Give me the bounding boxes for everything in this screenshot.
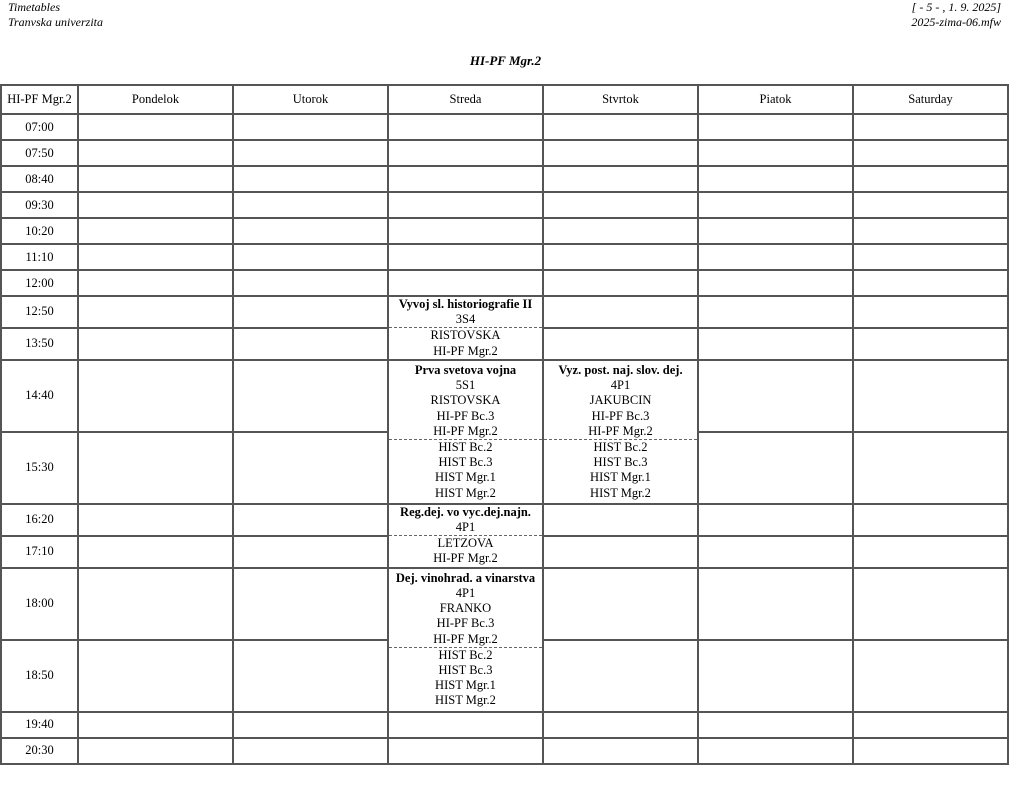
cell[interactable] [78, 270, 233, 296]
event-group: HI-PF Bc.3 [436, 408, 495, 423]
time-slot: 14:40 [1, 360, 78, 432]
cell[interactable] [698, 640, 853, 712]
table-row [1, 218, 1008, 244]
cell[interactable] [698, 536, 853, 568]
cell[interactable] [543, 712, 698, 738]
cell[interactable] [853, 328, 1008, 360]
cell[interactable] [233, 738, 388, 764]
table-row [1, 192, 1008, 218]
time-slot: 16:20 [1, 504, 78, 536]
cell[interactable] [233, 536, 388, 568]
event-group: HIST Mgr.1 [435, 470, 496, 485]
event-room: 4P1 [455, 585, 476, 600]
header-left [8, 0, 103, 30]
cell[interactable] [233, 270, 388, 296]
cell[interactable] [698, 166, 853, 192]
cell[interactable] [698, 192, 853, 218]
cell[interactable] [853, 504, 1008, 536]
time-slot: 13:50 [1, 328, 78, 360]
cell[interactable] [853, 568, 1008, 640]
cell[interactable] [388, 114, 543, 140]
cell[interactable] [543, 166, 698, 192]
table-row [1, 114, 1008, 140]
event-prva-svetova-vojna[interactable] [388, 360, 543, 504]
cell[interactable] [78, 218, 233, 244]
col-header-saturday: Saturday [853, 85, 1008, 114]
event-teacher: LETZOVA [389, 535, 542, 551]
cell[interactable] [853, 536, 1008, 568]
table-row [1, 270, 1008, 296]
cell[interactable] [853, 432, 1008, 504]
event-group: HI-PF Mgr.2 [433, 343, 498, 358]
cell[interactable] [543, 140, 698, 166]
event-teacher: RISTOVSKA [389, 327, 542, 343]
event-dej-vinohradnictva[interactable] [388, 568, 543, 712]
time-slot: 20:30 [1, 738, 78, 764]
event-teacher: JAKUBCIN [589, 393, 652, 408]
event-group: HI-PF Mgr.2 [433, 423, 498, 438]
cell[interactable] [388, 738, 543, 764]
event-teacher: FRANKO [439, 601, 492, 616]
cell[interactable] [543, 568, 698, 640]
event-group: HIST Bc.2 [389, 647, 542, 663]
cell[interactable] [698, 114, 853, 140]
event-title: Reg.dej. vo vyc.dej.najn. [400, 504, 531, 519]
time-slot: 12:50 [1, 296, 78, 328]
cell[interactable] [78, 192, 233, 218]
header-right [911, 0, 1001, 30]
time-slot: 11:10 [1, 244, 78, 270]
event-group: HIST Bc.2 [389, 439, 542, 455]
col-header-wednesday: Streda [388, 85, 543, 114]
event-reg-dej-vyc-dej[interactable] [388, 504, 543, 568]
event-group: HIST Mgr.2 [435, 485, 496, 500]
cell[interactable] [78, 504, 233, 536]
cell[interactable] [543, 536, 698, 568]
cell[interactable] [78, 360, 233, 432]
cell[interactable] [233, 218, 388, 244]
time-slot: 15:30 [1, 432, 78, 504]
event-vyvoj-historiografie[interactable] [388, 296, 543, 360]
cell[interactable] [853, 140, 1008, 166]
cell[interactable] [78, 328, 233, 360]
cell[interactable] [698, 218, 853, 244]
cell[interactable] [388, 166, 543, 192]
cell[interactable] [388, 192, 543, 218]
cell[interactable] [78, 738, 233, 764]
event-room: 4P1 [610, 378, 631, 393]
event-title: Vyvoj sl. historiografie II [398, 297, 533, 311]
event-group: HIST Bc.3 [438, 662, 493, 677]
cell[interactable] [853, 360, 1008, 432]
cell[interactable] [78, 568, 233, 640]
cell[interactable] [698, 244, 853, 270]
cell[interactable] [853, 114, 1008, 140]
cell[interactable] [233, 192, 388, 218]
cell[interactable] [78, 114, 233, 140]
cell[interactable] [543, 328, 698, 360]
table-row [1, 712, 1008, 738]
cell[interactable] [233, 360, 388, 432]
cell[interactable] [388, 218, 543, 244]
cell[interactable] [233, 166, 388, 192]
cell[interactable] [853, 640, 1008, 712]
event-group: HIST Mgr.1 [590, 470, 651, 485]
cell[interactable] [78, 640, 233, 712]
file-name: 2025-zima-06.mfw [911, 15, 1001, 29]
cell[interactable] [233, 640, 388, 712]
event-room: 4P1 [455, 520, 476, 535]
cell[interactable] [698, 432, 853, 504]
event-room: 3S4 [455, 312, 476, 327]
col-header-thursday: Stvrtok [543, 85, 698, 114]
cell[interactable] [698, 296, 853, 328]
event-group: HIST Mgr.1 [435, 678, 496, 693]
cell[interactable] [853, 218, 1008, 244]
cell[interactable] [388, 244, 543, 270]
cell[interactable] [233, 712, 388, 738]
cell[interactable] [233, 296, 388, 328]
event-group: HI-PF Mgr.2 [433, 551, 498, 566]
cell[interactable] [388, 140, 543, 166]
timetable [0, 84, 1009, 765]
time-slot: 19:40 [1, 712, 78, 738]
cell[interactable] [78, 296, 233, 328]
event-title: Vyz. post. naj. slov. dej. [558, 362, 683, 377]
cell[interactable] [698, 360, 853, 432]
cell[interactable] [233, 328, 388, 360]
institution-name: Tranvska univerzita [8, 15, 103, 29]
table-row [1, 244, 1008, 270]
event-group: HI-PF Mgr.2 [433, 631, 498, 646]
cell[interactable] [233, 504, 388, 536]
event-group: HIST Bc.3 [593, 455, 648, 470]
cell[interactable] [853, 270, 1008, 296]
time-slot: 10:20 [1, 218, 78, 244]
table-row [1, 360, 1008, 432]
event-teacher: RISTOVSKA [430, 393, 501, 408]
cell[interactable] [853, 166, 1008, 192]
cell[interactable] [853, 192, 1008, 218]
cell[interactable] [543, 244, 698, 270]
table-row [1, 738, 1008, 764]
event-group: HIST Bc.2 [544, 439, 697, 455]
table-row [1, 504, 1008, 536]
time-slot: 18:50 [1, 640, 78, 712]
header-row [1, 85, 1008, 114]
cell[interactable] [543, 114, 698, 140]
time-slot: 17:10 [1, 536, 78, 568]
event-room: 5S1 [455, 378, 476, 393]
cell[interactable] [698, 568, 853, 640]
time-slot: 08:40 [1, 166, 78, 192]
time-slot: 12:00 [1, 270, 78, 296]
cell[interactable] [78, 244, 233, 270]
cell[interactable] [233, 568, 388, 640]
time-slot: 09:30 [1, 192, 78, 218]
cell[interactable] [543, 218, 698, 244]
col-header-tuesday: Utorok [233, 85, 388, 114]
cell[interactable] [543, 640, 698, 712]
col-header-friday: Piatok [698, 85, 853, 114]
cell[interactable] [698, 712, 853, 738]
cell[interactable] [543, 738, 698, 764]
cell[interactable] [698, 738, 853, 764]
app-name: Timetables [8, 0, 61, 14]
cell[interactable] [698, 270, 853, 296]
cell[interactable] [233, 244, 388, 270]
cell[interactable] [698, 504, 853, 536]
event-group: HIST Mgr.2 [590, 485, 651, 500]
cell[interactable] [233, 432, 388, 504]
cell[interactable] [388, 270, 543, 296]
cell[interactable] [698, 140, 853, 166]
table-row [1, 296, 1008, 328]
event-group: HIST Mgr.2 [435, 693, 496, 708]
cell[interactable] [853, 738, 1008, 764]
timetable-title: HI-PF Mgr.2 [469, 53, 542, 68]
cell[interactable] [78, 536, 233, 568]
event-group: HI-PF Bc.3 [436, 616, 495, 631]
event-group: HI-PF Mgr.2 [588, 423, 653, 438]
event-group: HIST Bc.3 [438, 455, 493, 470]
date-range: [ - 5 - , 1. 9. 2025] [911, 0, 1001, 14]
time-slot: 07:00 [1, 114, 78, 140]
cell[interactable] [233, 114, 388, 140]
cell[interactable] [853, 244, 1008, 270]
time-slot: 07:50 [1, 140, 78, 166]
cell[interactable] [233, 140, 388, 166]
cell[interactable] [78, 166, 233, 192]
col-header-monday: Pondelok [78, 85, 233, 114]
cell[interactable] [853, 712, 1008, 738]
cell[interactable] [853, 296, 1008, 328]
cell[interactable] [78, 432, 233, 504]
cell[interactable] [698, 328, 853, 360]
cell[interactable] [543, 296, 698, 328]
cell[interactable] [543, 270, 698, 296]
time-slot: 18:00 [1, 568, 78, 640]
event-vyz-post-naj-slov-dej[interactable] [543, 360, 698, 504]
event-title: Dej. vinohrad. a vinarstva [395, 570, 536, 585]
cell[interactable] [78, 712, 233, 738]
event-title: Prva svetova vojna [414, 362, 517, 377]
cell[interactable] [78, 140, 233, 166]
event-group: HI-PF Bc.3 [591, 408, 650, 423]
cell[interactable] [388, 712, 543, 738]
table-row [1, 140, 1008, 166]
col-header-group: HI-PF Mgr.2 [1, 85, 78, 114]
cell[interactable] [543, 192, 698, 218]
cell[interactable] [543, 504, 698, 536]
table-row [1, 568, 1008, 640]
table-row [1, 166, 1008, 192]
